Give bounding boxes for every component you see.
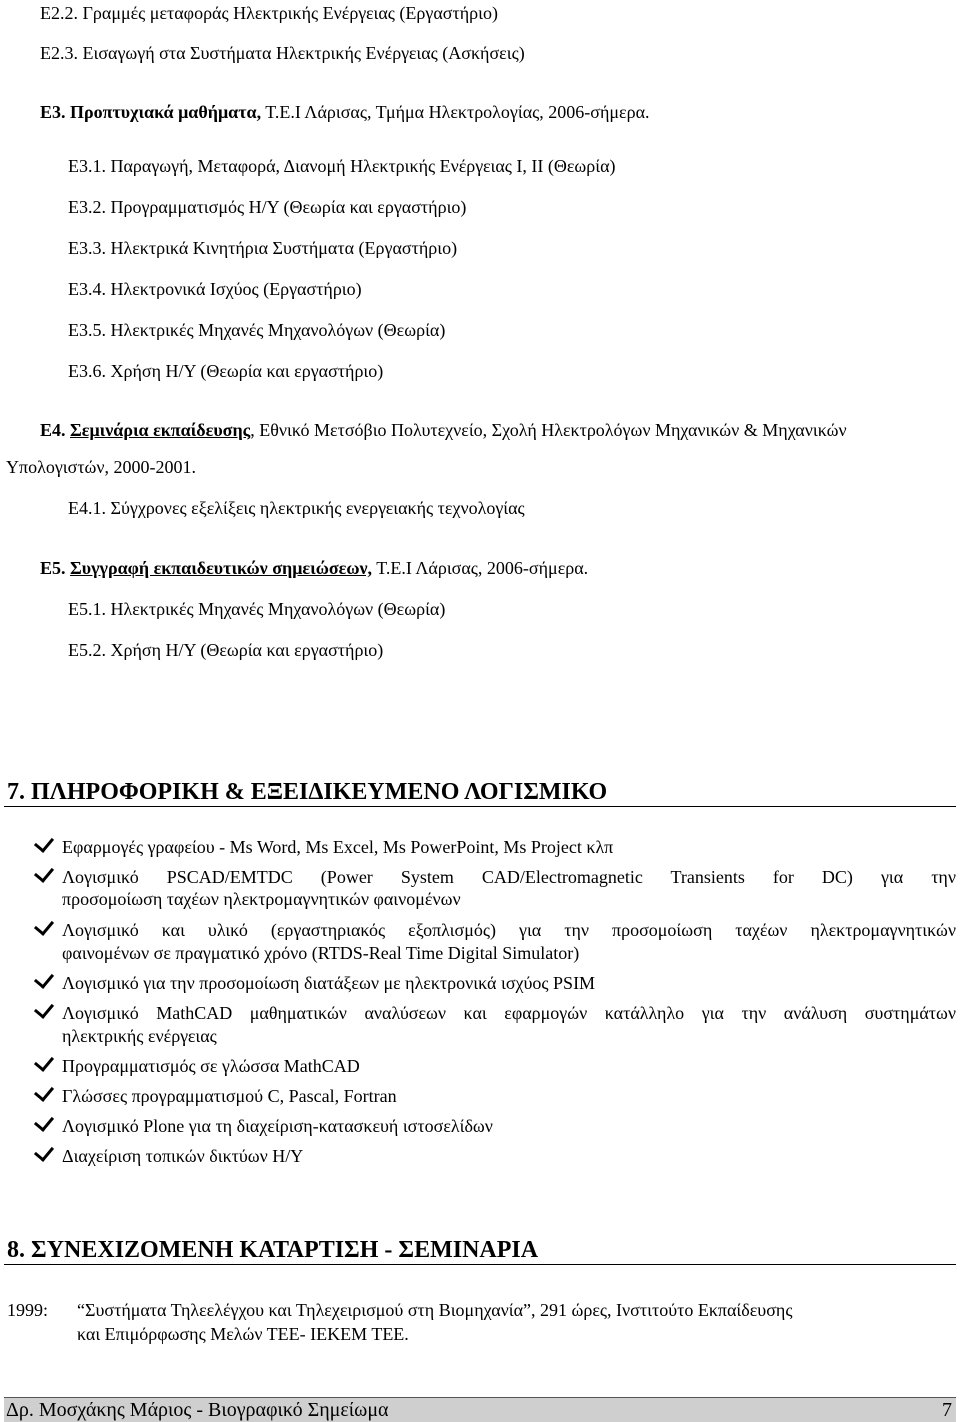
check-icon [34, 862, 54, 883]
line-e2-2: Ε2.2. Γραμμές μεταφοράς Ηλεκτρικής Ενέργειας (Εργαστήριο) [40, 3, 498, 23]
check-icon [34, 832, 54, 853]
e4-prefix: Ε4. [40, 420, 66, 440]
software-item: Γλώσσες προγραμματισμού C, Pascal, Fortran [62, 1086, 397, 1106]
e3-item: Ε3.5. Ηλεκτρικές Μηχανές Μηχανολόγων (Θεωρία) [68, 320, 446, 340]
e5-rest: Τ.Ε.Ι Λάρισας, 2006-σήμερα. [372, 558, 589, 578]
e3-item: Ε3.2. Προγραμματισμός Η/Υ (Θεωρία και εργαστήριο) [68, 197, 467, 217]
e3-rest: Τ.Ε.Ι Λάρισας, Τμήμα Ηλεκτρολογίας, 2006-σήμερα. [261, 102, 650, 122]
software-item-cont: προσομοίωση ταχέων ηλεκτρομαγνητικών φαινομένων [62, 889, 461, 909]
e3-item: Ε3.3. Ηλεκτρικά Κινητήρια Συστήματα (Εργαστήριο) [68, 238, 458, 258]
section7-title: 7. ΠΛΗΡΟΦΟΡΙΚΗ & ΕΞΕΙΔΙΚΕΥΜΕΝΟ ΛΟΓΙΣΜΙΚΟ [7, 779, 608, 805]
training-entry: “Συστήματα Τηλεελέγχου και Τηλεχειρισμού στη Βιομηχανία”, 291 ώρες, Ινστιτούτο Εκπαίδευσης [77, 1300, 793, 1320]
e3-item: Ε3.4. Ηλεκτρονικά Ισχύος (Εργαστήριο) [68, 279, 362, 299]
footer-text: Δρ. Μοσχάκης Μάριος - Βιογραφικό Σημείωμα [6, 1399, 389, 1421]
e4-heading [40, 419, 847, 441]
section8-title: 8. ΣΥΝΕΧΙΖΟΜΕΝΗ ΚΑΤΑΡΤΙΣΗ - ΣΕΜΙΝΑΡΙΑ [7, 1237, 539, 1263]
check-icon [34, 1051, 54, 1072]
training-year: 1999: [7, 1300, 49, 1320]
e4-rest: , Εθνικό Μετσόβιο Πολυτεχνείο, Σχολή Ηλεκτρολόγων Μηχανικών & Μηχανικών [250, 420, 847, 440]
training-entry-cont: και Επιμόρφωσης Μελών ΤΕΕ- ΙΕΚΕΜ ΤΕΕ. [77, 1324, 409, 1344]
e5-title: Συγγραφή εκπαιδευτικών σημειώσεων, [70, 558, 373, 578]
software-item-cont: ηλεκτρικής ενέργειας [62, 1026, 217, 1046]
line-e2-3: Ε2.3. Εισαγωγή στα Συστήματα Ηλεκτρικής Ενέργειας (Ασκήσεις) [40, 43, 525, 63]
software-item: Λογισμικό PSCAD/EMTDC (Power System CAD/Electromagnetic Transients for DC) για την [62, 867, 956, 887]
e4-title: Σεμινάρια εκπαίδευσης [70, 420, 251, 440]
check-icon [34, 998, 54, 1019]
e5-heading [40, 557, 588, 579]
check-icon [34, 1111, 54, 1132]
e5-item: Ε5.1. Ηλεκτρικές Μηχανές Μηχανολόγων (Θεωρία) [68, 599, 446, 619]
e3-heading [40, 101, 650, 123]
software-item: Λογισμικό MathCAD μαθηματικών αναλύσεων και εφαρμογών κατάλληλο για την ανάλυση συστημάτων [62, 1003, 956, 1023]
software-item: Εφαρμογές γραφείου - Ms Word, Ms Excel, Ms PowerPoint, Ms Project κλπ [62, 837, 614, 857]
section7-rule [4, 806, 956, 807]
e3-title: Ε3. Προπτυχιακά μαθήματα, [40, 102, 262, 122]
software-item: Λογισμικό Plone για τη διαχείριση-κατασκευή ιστοσελίδων [62, 1116, 493, 1136]
check-icon [34, 968, 54, 989]
check-icon [34, 915, 54, 936]
software-item: Διαχείριση τοπικών δικτύων Η/Υ [62, 1146, 304, 1166]
e4-item: Ε4.1. Σύγχρονες εξελίξεις ηλεκτρικής ενεργειακής τεχνολογίας [68, 498, 525, 518]
e3-item: Ε3.1. Παραγωγή, Μεταφορά, Διανομή Ηλεκτρικής Ενέργειας Ι, ΙΙ (Θεωρία) [68, 156, 616, 176]
software-item: Λογισμικό και υλικό (εργαστηριακός εξοπλισμός) για την προσομοίωση ταχέων ηλεκτρομαγνητικών [62, 920, 956, 940]
software-item: Προγραμματισμός σε γλώσσα MathCAD [62, 1056, 360, 1076]
e4-rest-line2: Υπολογιστών, 2000-2001. [6, 457, 197, 477]
e5-prefix: Ε5. [40, 558, 66, 578]
software-item-cont: φαινομένων σε πραγματικό χρόνο (RTDS-Real Time Digital Simulator) [62, 943, 580, 963]
e5-item: Ε5.2. Χρήση Η/Υ (Θεωρία και εργαστήριο) [68, 640, 384, 660]
e3-item: Ε3.6. Χρήση Η/Υ (Θεωρία και εργαστήριο) [68, 361, 384, 381]
check-icon [34, 1141, 54, 1162]
page-number: 7 [942, 1399, 952, 1421]
software-item: Λογισμικό για την προσομοίωση διατάξεων με ηλεκτρονικά ισχύος PSIM [62, 973, 596, 993]
section8-rule [4, 1264, 956, 1265]
check-icon [34, 1081, 54, 1102]
